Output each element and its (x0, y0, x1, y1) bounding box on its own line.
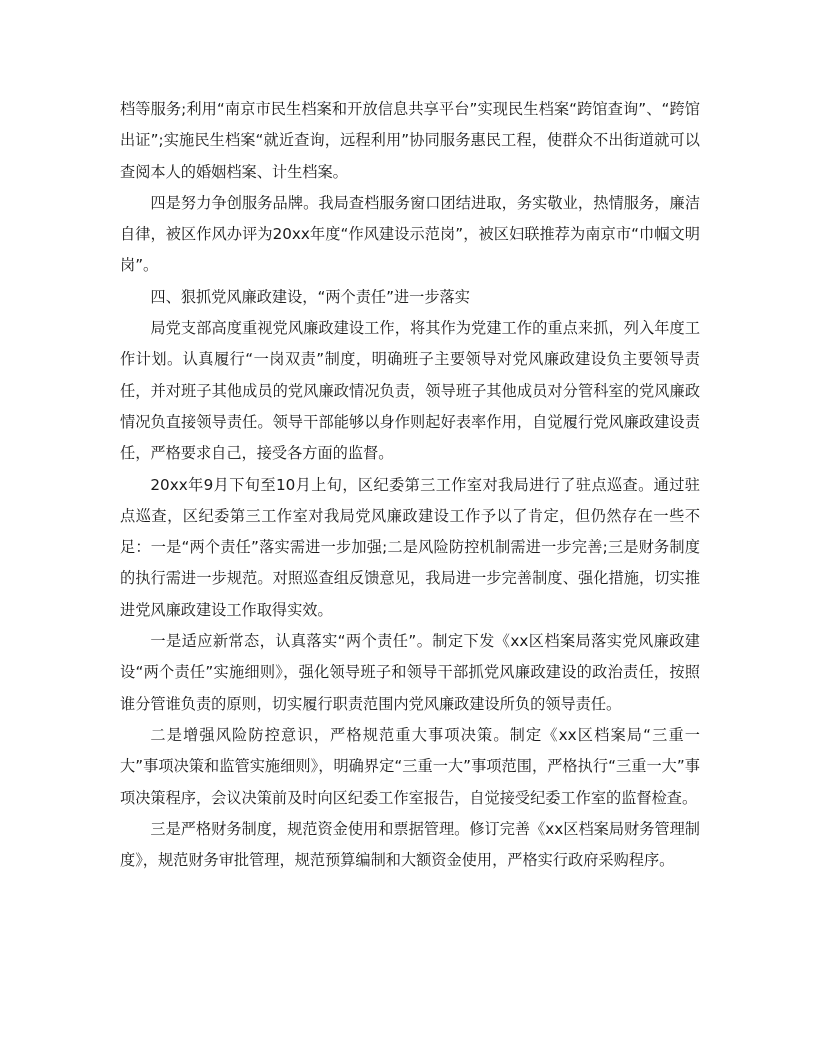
paragraph-finance-system: 三是严格财务制度，规范资金使用和票据管理。修订完善《xx区档案局财务管理制度》，规范财务审批管理，规范预算编制和大额资金使用，严格实行政府采购程序。 (120, 819, 700, 870)
paragraph-two-responsibilities: 一是适应新常态，认真落实“两个责任”。制定下发《xx区档案局落实党风廉政建设“两个责任”实施细则》，强化领导班子和领导干部抓党风廉政建设的政治责任，按照谁分管谁负责的原则，切实履行职责范围内党风廉政建设所负的领导责任。 (120, 632, 700, 713)
paragraph-party-branch: 局党支部高度重视党风廉政建设工作，将其作为党建工作的重点来抓，列入年度工作计划。认真履行“一岗双责”制度，明确班子主要领导对党风廉政建设负主要领导责任，并对班子其他成员的党风廉政情况负责，领导班子其他成员对分管科室的党风廉政情况负直接领导责任。领导干部能够以身作则起好表率作用，自觉履行党风廉政建设责任，严格要求自己，接受各方面的监督。 (120, 319, 700, 463)
section-heading-integrity: 四、狠抓党风廉政建设，“两个责任”进一步落实 (150, 287, 470, 306)
paragraph-inspection: 20xx年9月下旬至10月上旬，区纪委第三工作室对我局进行了驻点巡查。通过驻点巡查，区纪委第三工作室对我局党风廉政建设工作予以了肯定，但仍然存在一些不足：一是“两个责任”落实需进一步加强;二是风险防控机制需进一步完善;三是财务制度的执行需进一步规范。对照巡查组反馈意见，我局进一步完善制度、强化措施，切实推进党风廉政建设工作取得实效。 (120, 475, 700, 619)
paragraph-risk-control: 二是增强风险防控意识，严格规范重大事项决策。制定《xx区档案局“三重一大”事项决策和监管实施细则》，明确界定“三重一大”事项范围，严格执行“三重一大”事项决策程序，会议决策前及时向区纪委工作室报告，自觉接受纪委工作室的监督检查。 (120, 725, 700, 807)
document-body (120, 94, 700, 876)
paragraph-service-brand: 四是努力争创服务品牌。我局查档服务窗口团结进取，务实敬业，热情服务，廉洁自律，被区作风办评为20xx年度“作风建设示范岗”，被区妇联推荐为南京市“巾帼文明岗”。 (120, 193, 700, 275)
paragraph-service-continuation: 档等服务;利用“南京市民生档案和开放信息共享平台”实现民生档案“跨馆查询”、“跨馆出证”;实施民生档案“就近查询，远程利用”协同服务惠民工程，使群众不出街道就可以查阅本人的婚姻档案、计生档案。 (120, 100, 700, 181)
